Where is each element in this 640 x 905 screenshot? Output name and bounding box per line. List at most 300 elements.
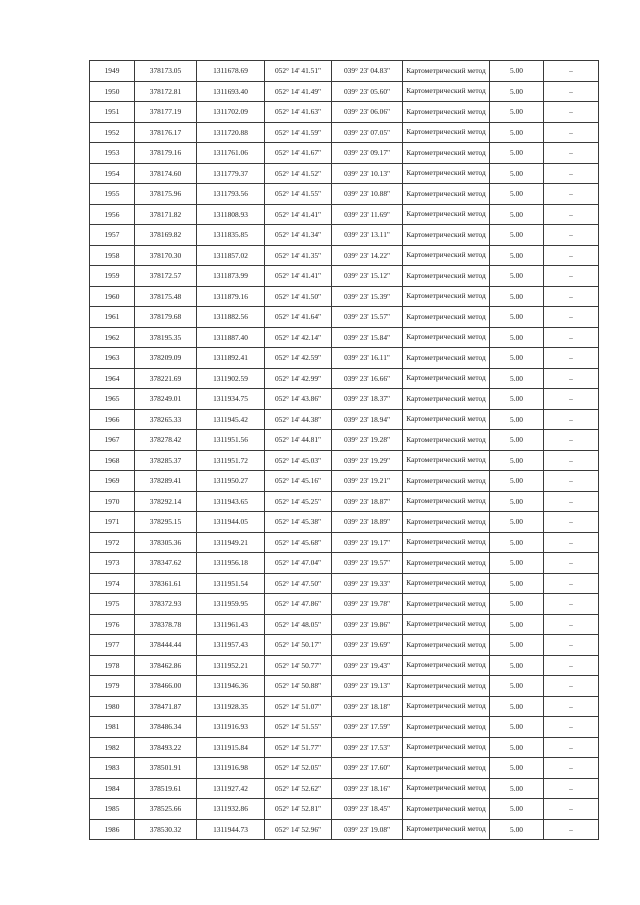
x-coordinate-cell: 378471.87 (135, 696, 197, 717)
table-row (90, 102, 599, 123)
note-cell: – (544, 307, 599, 328)
accuracy-cell: 5.00 (490, 594, 544, 615)
x-coordinate-cell: 378171.82 (135, 204, 197, 225)
table-row (90, 717, 599, 738)
point-number-cell: 1976 (90, 614, 135, 635)
method-cell: Картометрический метод (403, 184, 490, 205)
point-number-cell: 1983 (90, 758, 135, 779)
y-coordinate-cell: 1311956.18 (197, 553, 265, 574)
x-coordinate-cell: 378378.78 (135, 614, 197, 635)
table-row (90, 655, 599, 676)
table-row (90, 327, 599, 348)
method-cell: Картометрический метод (403, 573, 490, 594)
x-coordinate-cell: 378486.34 (135, 717, 197, 738)
table-row (90, 266, 599, 287)
table-row (90, 594, 599, 615)
y-coordinate-cell: 1311720.88 (197, 122, 265, 143)
y-coordinate-cell: 1311915.84 (197, 737, 265, 758)
note-cell: – (544, 696, 599, 717)
accuracy-cell: 5.00 (490, 327, 544, 348)
y-coordinate-cell: 1311857.02 (197, 245, 265, 266)
accuracy-cell: 5.00 (490, 286, 544, 307)
method-cell: Картометрический метод (403, 61, 490, 82)
longitude-cell: 039° 23' 19.57" (332, 553, 403, 574)
method-cell: Картометрический метод (403, 204, 490, 225)
x-coordinate-cell: 378347.62 (135, 553, 197, 574)
x-coordinate-cell: 378209.09 (135, 348, 197, 369)
y-coordinate-cell: 1311793.56 (197, 184, 265, 205)
latitude-cell: 052° 14' 51.77" (265, 737, 332, 758)
accuracy-cell: 5.00 (490, 409, 544, 430)
table-row (90, 532, 599, 553)
note-cell: – (544, 409, 599, 430)
latitude-cell: 052° 14' 42.99" (265, 368, 332, 389)
point-number-cell: 1961 (90, 307, 135, 328)
longitude-cell: 039° 23' 19.13" (332, 676, 403, 697)
y-coordinate-cell: 1311959.95 (197, 594, 265, 615)
accuracy-cell: 5.00 (490, 532, 544, 553)
latitude-cell: 052° 14' 45.03" (265, 450, 332, 471)
table-row (90, 81, 599, 102)
note-cell: – (544, 676, 599, 697)
point-number-cell: 1951 (90, 102, 135, 123)
y-coordinate-cell: 1311892.41 (197, 348, 265, 369)
x-coordinate-cell: 378173.05 (135, 61, 197, 82)
point-number-cell: 1955 (90, 184, 135, 205)
point-number-cell: 1954 (90, 163, 135, 184)
longitude-cell: 039° 23' 13.11" (332, 225, 403, 246)
y-coordinate-cell: 1311951.56 (197, 430, 265, 451)
point-number-cell: 1950 (90, 81, 135, 102)
table-row (90, 512, 599, 533)
method-cell: Картометрический метод (403, 553, 490, 574)
x-coordinate-cell: 378176.17 (135, 122, 197, 143)
accuracy-cell: 5.00 (490, 266, 544, 287)
y-coordinate-cell: 1311873.99 (197, 266, 265, 287)
longitude-cell: 039° 23' 16.11" (332, 348, 403, 369)
note-cell: – (544, 573, 599, 594)
note-cell: – (544, 163, 599, 184)
y-coordinate-cell: 1311835.85 (197, 225, 265, 246)
note-cell: – (544, 81, 599, 102)
method-cell: Картометрический метод (403, 327, 490, 348)
longitude-cell: 039° 23' 18.18" (332, 696, 403, 717)
y-coordinate-cell: 1311761.06 (197, 143, 265, 164)
point-number-cell: 1964 (90, 368, 135, 389)
x-coordinate-cell: 378361.61 (135, 573, 197, 594)
x-coordinate-cell: 378177.19 (135, 102, 197, 123)
method-cell: Картометрический метод (403, 389, 490, 410)
latitude-cell: 052° 14' 41.50" (265, 286, 332, 307)
point-number-cell: 1966 (90, 409, 135, 430)
y-coordinate-cell: 1311946.36 (197, 676, 265, 697)
note-cell: – (544, 245, 599, 266)
method-cell: Картометрический метод (403, 163, 490, 184)
y-coordinate-cell: 1311779.37 (197, 163, 265, 184)
method-cell: Картометрический метод (403, 348, 490, 369)
latitude-cell: 052° 14' 52.96" (265, 819, 332, 840)
longitude-cell: 039° 23' 15.57" (332, 307, 403, 328)
longitude-cell: 039° 23' 17.53" (332, 737, 403, 758)
latitude-cell: 052° 14' 41.35" (265, 245, 332, 266)
y-coordinate-cell: 1311808.93 (197, 204, 265, 225)
latitude-cell: 052° 14' 52.62" (265, 778, 332, 799)
accuracy-cell: 5.00 (490, 307, 544, 328)
method-cell: Картометрический метод (403, 225, 490, 246)
latitude-cell: 052° 14' 50.88" (265, 676, 332, 697)
x-coordinate-cell: 378174.60 (135, 163, 197, 184)
method-cell: Картометрический метод (403, 635, 490, 656)
coordinates-table-body (90, 61, 599, 840)
longitude-cell: 039° 23' 19.86" (332, 614, 403, 635)
y-coordinate-cell: 1311882.56 (197, 307, 265, 328)
accuracy-cell: 5.00 (490, 450, 544, 471)
x-coordinate-cell: 378501.91 (135, 758, 197, 779)
latitude-cell: 052° 14' 41.49" (265, 81, 332, 102)
x-coordinate-cell: 378195.35 (135, 327, 197, 348)
accuracy-cell: 5.00 (490, 655, 544, 676)
accuracy-cell: 5.00 (490, 778, 544, 799)
accuracy-cell: 5.00 (490, 573, 544, 594)
longitude-cell: 039° 23' 18.16" (332, 778, 403, 799)
longitude-cell: 039° 23' 16.66" (332, 368, 403, 389)
table-row (90, 450, 599, 471)
latitude-cell: 052° 14' 52.81" (265, 799, 332, 820)
method-cell: Картометрический метод (403, 676, 490, 697)
accuracy-cell: 5.00 (490, 204, 544, 225)
x-coordinate-cell: 378305.36 (135, 532, 197, 553)
accuracy-cell: 5.00 (490, 102, 544, 123)
longitude-cell: 039° 23' 09.17" (332, 143, 403, 164)
note-cell: – (544, 737, 599, 758)
note-cell: – (544, 655, 599, 676)
note-cell: – (544, 799, 599, 820)
note-cell: – (544, 717, 599, 738)
point-number-cell: 1959 (90, 266, 135, 287)
x-coordinate-cell: 378179.68 (135, 307, 197, 328)
point-number-cell: 1978 (90, 655, 135, 676)
longitude-cell: 039° 23' 19.17" (332, 532, 403, 553)
method-cell: Картометрический метод (403, 819, 490, 840)
latitude-cell: 052° 14' 50.77" (265, 655, 332, 676)
point-number-cell: 1958 (90, 245, 135, 266)
point-number-cell: 1962 (90, 327, 135, 348)
x-coordinate-cell: 378525.66 (135, 799, 197, 820)
x-coordinate-cell: 378265.33 (135, 409, 197, 430)
longitude-cell: 039° 23' 19.08" (332, 819, 403, 840)
table-row (90, 184, 599, 205)
table-row (90, 143, 599, 164)
table-row (90, 245, 599, 266)
note-cell: – (544, 512, 599, 533)
x-coordinate-cell: 378179.16 (135, 143, 197, 164)
point-number-cell: 1972 (90, 532, 135, 553)
point-number-cell: 1957 (90, 225, 135, 246)
longitude-cell: 039° 23' 18.89" (332, 512, 403, 533)
note-cell: – (544, 122, 599, 143)
table-row (90, 635, 599, 656)
y-coordinate-cell: 1311928.35 (197, 696, 265, 717)
y-coordinate-cell: 1311944.73 (197, 819, 265, 840)
longitude-cell: 039° 23' 18.94" (332, 409, 403, 430)
latitude-cell: 052° 14' 41.59" (265, 122, 332, 143)
point-number-cell: 1985 (90, 799, 135, 820)
method-cell: Картометрический метод (403, 778, 490, 799)
accuracy-cell: 5.00 (490, 368, 544, 389)
longitude-cell: 039° 23' 15.12" (332, 266, 403, 287)
method-cell: Картометрический метод (403, 737, 490, 758)
note-cell: – (544, 532, 599, 553)
accuracy-cell: 5.00 (490, 225, 544, 246)
note-cell: – (544, 389, 599, 410)
accuracy-cell: 5.00 (490, 696, 544, 717)
y-coordinate-cell: 1311945.42 (197, 409, 265, 430)
method-cell: Картометрический метод (403, 799, 490, 820)
table-row (90, 389, 599, 410)
latitude-cell: 052° 14' 52.05" (265, 758, 332, 779)
x-coordinate-cell: 378249.01 (135, 389, 197, 410)
note-cell: – (544, 819, 599, 840)
accuracy-cell: 5.00 (490, 430, 544, 451)
longitude-cell: 039° 23' 18.87" (332, 491, 403, 512)
method-cell: Картометрический метод (403, 491, 490, 512)
table-row (90, 163, 599, 184)
longitude-cell: 039° 23' 05.60" (332, 81, 403, 102)
x-coordinate-cell: 378519.61 (135, 778, 197, 799)
x-coordinate-cell: 378172.57 (135, 266, 197, 287)
method-cell: Картометрический метод (403, 81, 490, 102)
x-coordinate-cell: 378493.22 (135, 737, 197, 758)
longitude-cell: 039° 23' 19.69" (332, 635, 403, 656)
y-coordinate-cell: 1311952.21 (197, 655, 265, 676)
latitude-cell: 052° 14' 47.04" (265, 553, 332, 574)
accuracy-cell: 5.00 (490, 143, 544, 164)
point-number-cell: 1973 (90, 553, 135, 574)
y-coordinate-cell: 1311961.43 (197, 614, 265, 635)
table-row (90, 348, 599, 369)
point-number-cell: 1974 (90, 573, 135, 594)
method-cell: Картометрический метод (403, 594, 490, 615)
table-row (90, 286, 599, 307)
note-cell: – (544, 471, 599, 492)
y-coordinate-cell: 1311950.27 (197, 471, 265, 492)
latitude-cell: 052° 14' 41.34" (265, 225, 332, 246)
latitude-cell: 052° 14' 41.51" (265, 61, 332, 82)
latitude-cell: 052° 14' 41.63" (265, 102, 332, 123)
longitude-cell: 039° 23' 07.05" (332, 122, 403, 143)
point-number-cell: 1981 (90, 717, 135, 738)
table-row (90, 471, 599, 492)
table-row (90, 758, 599, 779)
latitude-cell: 052° 14' 47.86" (265, 594, 332, 615)
method-cell: Картометрический метод (403, 245, 490, 266)
y-coordinate-cell: 1311951.72 (197, 450, 265, 471)
x-coordinate-cell: 378278.42 (135, 430, 197, 451)
latitude-cell: 052° 14' 42.14" (265, 327, 332, 348)
note-cell: – (544, 430, 599, 451)
latitude-cell: 052° 14' 41.55" (265, 184, 332, 205)
note-cell: – (544, 778, 599, 799)
coordinates-table (89, 60, 599, 840)
accuracy-cell: 5.00 (490, 676, 544, 697)
latitude-cell: 052° 14' 44.38" (265, 409, 332, 430)
note-cell: – (544, 553, 599, 574)
point-number-cell: 1971 (90, 512, 135, 533)
latitude-cell: 052° 14' 47.50" (265, 573, 332, 594)
note-cell: – (544, 348, 599, 369)
longitude-cell: 039° 23' 19.29" (332, 450, 403, 471)
point-number-cell: 1968 (90, 450, 135, 471)
accuracy-cell: 5.00 (490, 512, 544, 533)
longitude-cell: 039° 23' 18.45" (332, 799, 403, 820)
longitude-cell: 039° 23' 19.33" (332, 573, 403, 594)
method-cell: Картометрический метод (403, 532, 490, 553)
latitude-cell: 052° 14' 45.68" (265, 532, 332, 553)
latitude-cell: 052° 14' 51.07" (265, 696, 332, 717)
longitude-cell: 039° 23' 19.78" (332, 594, 403, 615)
y-coordinate-cell: 1311916.93 (197, 717, 265, 738)
x-coordinate-cell: 378221.69 (135, 368, 197, 389)
accuracy-cell: 5.00 (490, 61, 544, 82)
note-cell: – (544, 266, 599, 287)
table-row (90, 491, 599, 512)
latitude-cell: 052° 14' 41.67" (265, 143, 332, 164)
method-cell: Картометрический метод (403, 102, 490, 123)
latitude-cell: 052° 14' 45.25" (265, 491, 332, 512)
method-cell: Картометрический метод (403, 143, 490, 164)
table-row (90, 737, 599, 758)
longitude-cell: 039° 23' 10.88" (332, 184, 403, 205)
accuracy-cell: 5.00 (490, 389, 544, 410)
point-number-cell: 1975 (90, 594, 135, 615)
table-row (90, 819, 599, 840)
latitude-cell: 052° 14' 45.16" (265, 471, 332, 492)
latitude-cell: 052° 14' 50.17" (265, 635, 332, 656)
note-cell: – (544, 368, 599, 389)
x-coordinate-cell: 378289.41 (135, 471, 197, 492)
table-row (90, 61, 599, 82)
y-coordinate-cell: 1311702.09 (197, 102, 265, 123)
point-number-cell: 1986 (90, 819, 135, 840)
x-coordinate-cell: 378175.96 (135, 184, 197, 205)
table-row (90, 778, 599, 799)
accuracy-cell: 5.00 (490, 348, 544, 369)
point-number-cell: 1952 (90, 122, 135, 143)
x-coordinate-cell: 378292.14 (135, 491, 197, 512)
y-coordinate-cell: 1311879.16 (197, 286, 265, 307)
latitude-cell: 052° 14' 51.55" (265, 717, 332, 738)
latitude-cell: 052° 14' 41.41" (265, 266, 332, 287)
note-cell: – (544, 184, 599, 205)
point-number-cell: 1953 (90, 143, 135, 164)
accuracy-cell: 5.00 (490, 819, 544, 840)
y-coordinate-cell: 1311944.05 (197, 512, 265, 533)
note-cell: – (544, 450, 599, 471)
x-coordinate-cell: 378170.30 (135, 245, 197, 266)
y-coordinate-cell: 1311932.86 (197, 799, 265, 820)
latitude-cell: 052° 14' 48.05" (265, 614, 332, 635)
latitude-cell: 052° 14' 42.59" (265, 348, 332, 369)
table-row (90, 696, 599, 717)
method-cell: Картометрический метод (403, 122, 490, 143)
note-cell: – (544, 143, 599, 164)
latitude-cell: 052° 14' 43.86" (265, 389, 332, 410)
method-cell: Картометрический метод (403, 368, 490, 389)
method-cell: Картометрический метод (403, 266, 490, 287)
table-row (90, 573, 599, 594)
accuracy-cell: 5.00 (490, 614, 544, 635)
table-row (90, 122, 599, 143)
point-number-cell: 1984 (90, 778, 135, 799)
table-row (90, 307, 599, 328)
method-cell: Картометрический метод (403, 512, 490, 533)
y-coordinate-cell: 1311678.69 (197, 61, 265, 82)
y-coordinate-cell: 1311957.43 (197, 635, 265, 656)
longitude-cell: 039° 23' 19.43" (332, 655, 403, 676)
latitude-cell: 052° 14' 44.81" (265, 430, 332, 451)
accuracy-cell: 5.00 (490, 491, 544, 512)
note-cell: – (544, 225, 599, 246)
y-coordinate-cell: 1311916.98 (197, 758, 265, 779)
x-coordinate-cell: 378285.37 (135, 450, 197, 471)
note-cell: – (544, 204, 599, 225)
latitude-cell: 052° 14' 41.52" (265, 163, 332, 184)
table-row (90, 676, 599, 697)
table-row (90, 614, 599, 635)
accuracy-cell: 5.00 (490, 471, 544, 492)
point-number-cell: 1969 (90, 471, 135, 492)
y-coordinate-cell: 1311943.65 (197, 491, 265, 512)
method-cell: Картометрический метод (403, 286, 490, 307)
accuracy-cell: 5.00 (490, 245, 544, 266)
table-row (90, 799, 599, 820)
note-cell: – (544, 327, 599, 348)
method-cell: Картометрический метод (403, 471, 490, 492)
accuracy-cell: 5.00 (490, 799, 544, 820)
note-cell: – (544, 635, 599, 656)
x-coordinate-cell: 378295.15 (135, 512, 197, 533)
y-coordinate-cell: 1311949.21 (197, 532, 265, 553)
method-cell: Картометрический метод (403, 614, 490, 635)
longitude-cell: 039° 23' 17.59" (332, 717, 403, 738)
method-cell: Картометрический метод (403, 409, 490, 430)
longitude-cell: 039° 23' 14.22" (332, 245, 403, 266)
note-cell: – (544, 102, 599, 123)
latitude-cell: 052° 14' 45.38" (265, 512, 332, 533)
longitude-cell: 039° 23' 18.37" (332, 389, 403, 410)
point-number-cell: 1963 (90, 348, 135, 369)
longitude-cell: 039° 23' 19.28" (332, 430, 403, 451)
point-number-cell: 1980 (90, 696, 135, 717)
y-coordinate-cell: 1311927.42 (197, 778, 265, 799)
y-coordinate-cell: 1311887.40 (197, 327, 265, 348)
longitude-cell: 039° 23' 19.21" (332, 471, 403, 492)
longitude-cell: 039° 23' 10.13" (332, 163, 403, 184)
accuracy-cell: 5.00 (490, 184, 544, 205)
longitude-cell: 039° 23' 17.60" (332, 758, 403, 779)
note-cell: – (544, 61, 599, 82)
method-cell: Картометрический метод (403, 696, 490, 717)
table-row (90, 225, 599, 246)
x-coordinate-cell: 378466.00 (135, 676, 197, 697)
accuracy-cell: 5.00 (490, 758, 544, 779)
point-number-cell: 1979 (90, 676, 135, 697)
latitude-cell: 052° 14' 41.64" (265, 307, 332, 328)
point-number-cell: 1977 (90, 635, 135, 656)
accuracy-cell: 5.00 (490, 553, 544, 574)
accuracy-cell: 5.00 (490, 163, 544, 184)
table-row (90, 430, 599, 451)
